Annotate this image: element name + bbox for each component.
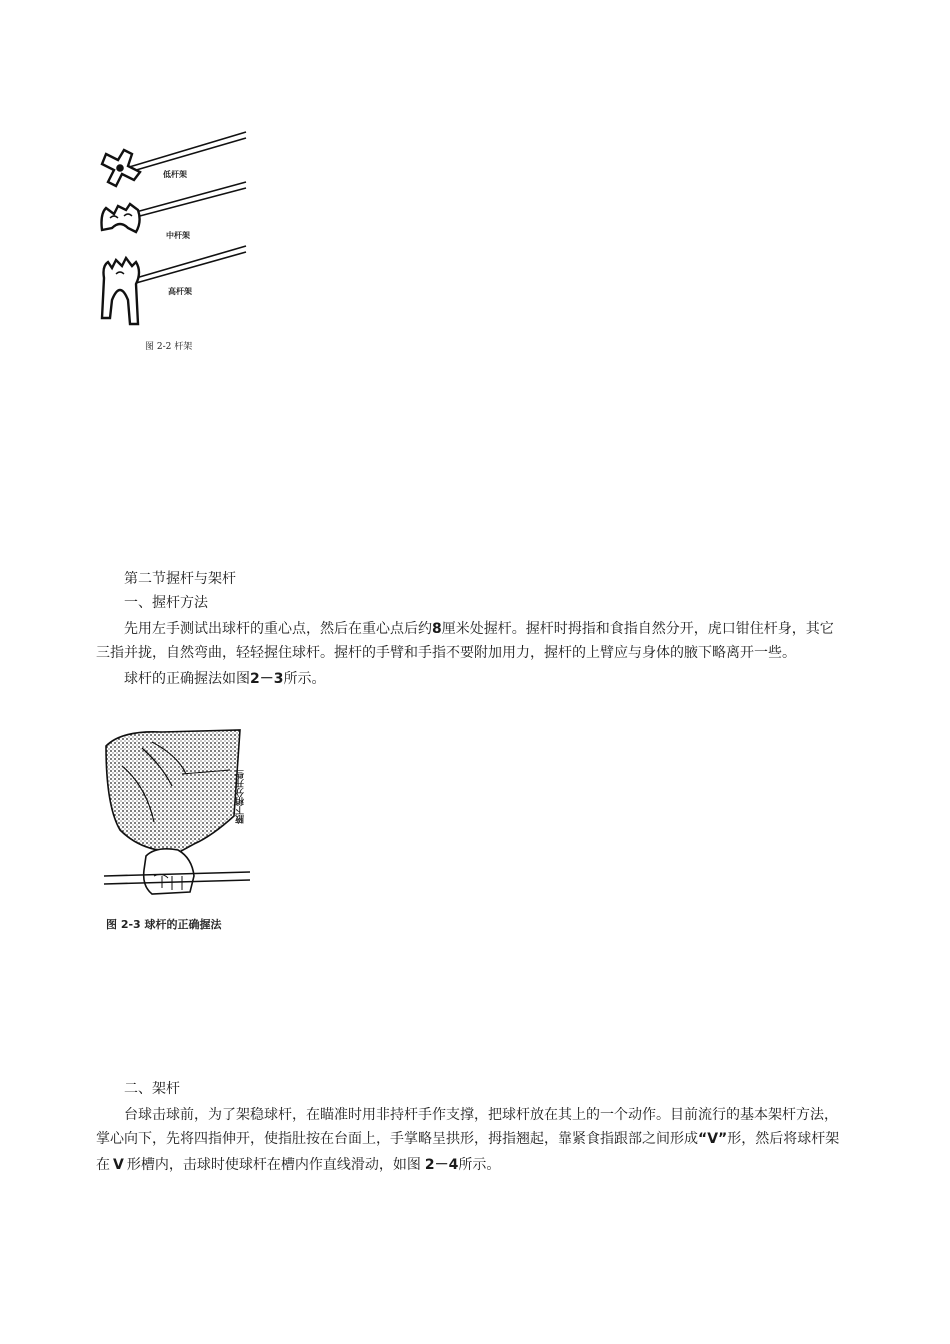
paragraph-1-line-1 <box>124 618 858 640</box>
paragraph-1-line-2: 三指并拢，自然弯曲，轻轻握住球杆。握杆的手臂和手指不要附加用力，握杆的上臂应与身体的腋下略离开一些。 <box>96 645 796 661</box>
p2-text-b: 所示。 <box>283 671 326 687</box>
hand <box>144 849 194 894</box>
figure-2-3-caption: 图 2-3 球杆的正确握法 <box>106 918 222 931</box>
p3-text-e: 所示。 <box>458 1157 501 1173</box>
p1-text-b: 厘米处握杆。握杆时拇指和食指自然分开，虎口钳住杆身，其它 <box>441 621 834 637</box>
mid-rest-illustration <box>102 182 247 232</box>
p2-figure-ref: 2－3 <box>250 671 284 687</box>
p2-text-a: 球杆的正确握法如图 <box>124 671 250 687</box>
low-rest-label: 低杆架 <box>163 170 187 179</box>
p1-text-a: 先用左手测试出球杆的重心点，然后在重心点后约 <box>124 621 432 637</box>
mid-rest-label: 中杆架 <box>166 231 190 240</box>
part1-title: 一、握杆方法 <box>124 595 208 611</box>
arm-sleeve <box>106 730 240 856</box>
paragraph-2 <box>124 668 858 690</box>
p3-text-a: 掌心向下，先将四指伸开，使指肚按在台面上，手掌略呈拱形，拇指翘起，靠紧食指跟部之间形成 <box>96 1131 698 1147</box>
part2-line-2 <box>96 1128 858 1150</box>
figure-2-2-caption: 图 2-2 杆架 <box>145 342 193 352</box>
p3-text-c: 在 <box>96 1157 110 1173</box>
part2-line-3 <box>96 1154 858 1176</box>
figure-correct-grip <box>102 726 252 906</box>
p3-v: V <box>113 1157 124 1173</box>
p3-text-b: 形，然后将球杆架 <box>727 1131 840 1147</box>
p1-number: 8 <box>432 621 442 637</box>
part2-line-1: 台球击球前，为了架稳球杆，在瞄准时用非持杆手作支撑，把球杆放在其上的一个动作。目前流行的基本架杆方法， <box>124 1107 838 1123</box>
high-rest-illustration <box>102 246 246 324</box>
p3-figure-ref: 2－4 <box>424 1157 459 1173</box>
grip-side-label: 腋下稍分开些 <box>236 770 246 824</box>
part2-title: 二、架杆 <box>124 1081 180 1097</box>
section-title: 第二节握杆与架杆 <box>124 571 236 587</box>
high-rest-label: 高杆架 <box>168 287 192 296</box>
p3-v-quote: “V” <box>698 1131 728 1147</box>
p3-text-d: 形槽内，击球时使球杆在槽内作直线滑动，如图 <box>126 1157 421 1173</box>
